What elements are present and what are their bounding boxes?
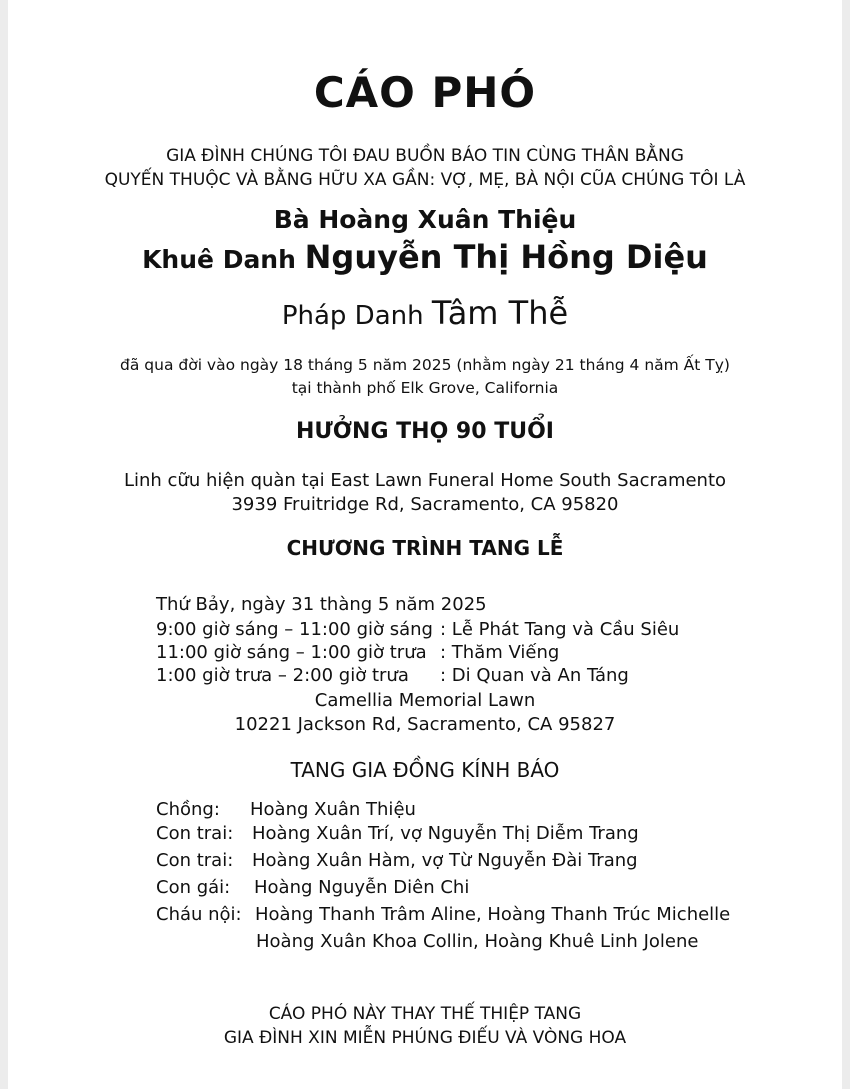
- family-names: Hoàng Xuân Trí, vợ Nguyễn Thị Diễm Trang: [252, 823, 639, 844]
- family-names-continued: Hoàng Xuân Khoa Collin, Hoàng Khuê Linh Jolene: [256, 931, 699, 952]
- program-date: Thứ Bảy, ngày 31 thàng 5 năm 2025: [156, 594, 487, 615]
- family-names: Hoàng Xuân Thiệu: [250, 799, 416, 820]
- cemetery-address: 10221 Jackson Rd, Sacramento, CA 95827: [234, 714, 616, 735]
- viewing-address: 3939 Fruitridge Rd, Sacramento, CA 95820: [231, 494, 619, 515]
- intro-line-2: QUYẾN THUỘC VÀ BẰNG HỮU XA GẦN: VỢ, MẸ, BÀ NỘI CŨA CHÚNG TÔI LÀ: [104, 170, 746, 190]
- dharma-name-line: [8, 294, 842, 332]
- closing-line-1: CÁO PHÓ NÀY THAY THẾ THIỆP TANG: [268, 1004, 582, 1024]
- schedule-item-2-event: : Thăm Viếng: [440, 642, 560, 663]
- intro-line-1: GIA ĐÌNH CHÚNG TÔI ĐAU BUỒN BÁO TIN CÙNG THÂN BẰNG: [166, 146, 684, 166]
- schedule-item-1-event: : Lễ Phát Tang và Cầu Siêu: [440, 619, 680, 640]
- obituary-page: [8, 0, 842, 1089]
- schedule-item-2-time: 11:00 giờ sáng – 1:00 giờ trưa: [156, 642, 427, 663]
- document-title: CÁO PHÓ: [313, 68, 537, 117]
- maiden-name: Nguyễn Thị Hồng Diệu: [304, 238, 708, 276]
- maiden-name-prefix: Khuê Danh: [142, 245, 296, 274]
- family-relation: Con trai:: [156, 850, 234, 871]
- family-relation: Con trai:: [156, 823, 234, 844]
- schedule-item-1-time: 9:00 giờ sáng – 11:00 giờ sáng: [156, 619, 433, 640]
- family-relation: Cháu nội:: [156, 904, 242, 925]
- family-names: Hoàng Thanh Trâm Aline, Hoàng Thanh Trúc Michelle: [255, 904, 731, 925]
- passing-date: đã qua đời vào ngày 18 tháng 5 năm 2025 (nhằm ngày 21 tháng 4 năm Ất Tỵ): [120, 356, 730, 374]
- closing-line-2: GIA ĐÌNH XIN MIỄN PHÚNG ĐIẾU VÀ VÒNG HOA: [223, 1028, 627, 1048]
- schedule-item-3-event: : Di Quan và An Táng: [440, 665, 629, 686]
- family-names: Hoàng Xuân Hàm, vợ Từ Nguyễn Đài Trang: [252, 850, 638, 871]
- age-heading: HƯỞNG THỌ 90 TUỔI: [296, 419, 554, 444]
- cemetery-name: Camellia Memorial Lawn: [314, 690, 536, 711]
- family-names: Hoàng Nguyễn Diên Chi: [254, 877, 470, 898]
- deceased-name: Bà Hoàng Xuân Thiệu: [273, 205, 577, 234]
- passing-place: tại thành phố Elk Grove, California: [291, 379, 559, 397]
- schedule-item-3-time: 1:00 giờ trưa – 2:00 giờ trưa: [156, 665, 409, 686]
- family-relation: Con gái:: [156, 877, 231, 898]
- dharma-name-prefix: Pháp Danh: [281, 301, 424, 331]
- family-title: TANG GIA ĐỒNG KÍNH BÁO: [290, 758, 560, 782]
- viewing-location: Linh cữu hiện quàn tại East Lawn Funeral Home South Sacramento: [123, 470, 727, 491]
- maiden-name-line: [8, 238, 842, 276]
- dharma-name: Tâm Thễ: [431, 294, 569, 332]
- program-title: CHƯƠNG TRÌNH TANG LỄ: [286, 536, 564, 560]
- family-relation: Chồng:: [156, 799, 220, 820]
